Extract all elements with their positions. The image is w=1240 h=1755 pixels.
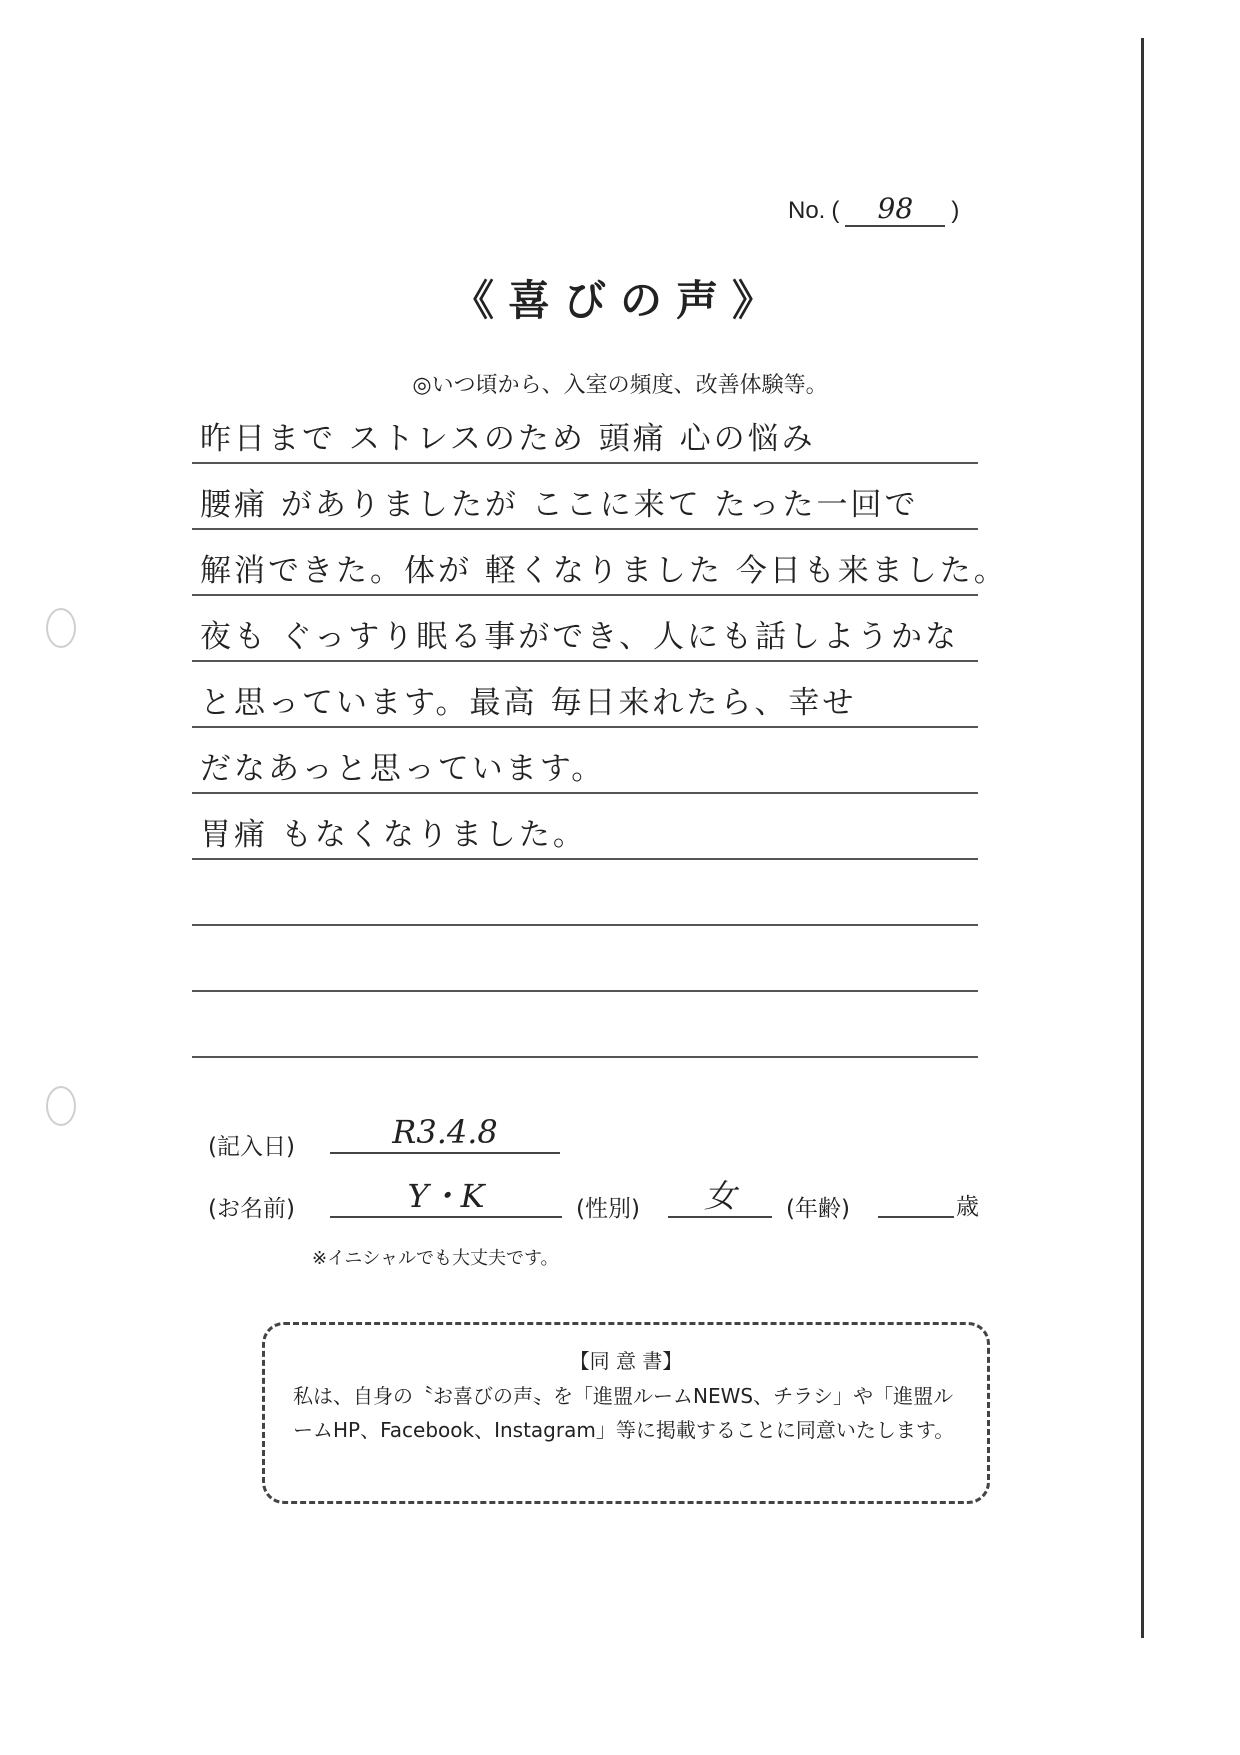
comment-line-text: 解消できた。体が 軽くなりました 今日も来ました。 <box>200 553 1008 589</box>
comment-line <box>192 794 978 860</box>
age-unit: 歳 <box>956 1194 979 1220</box>
number-label: No. <box>788 197 826 224</box>
page-title: 《喜びの声》 <box>451 276 788 325</box>
comment-line <box>192 926 978 992</box>
comment-line-text: 昨日まで ストレスのため 頭痛 心の悩み <box>200 421 816 457</box>
date-value: R3.4.8 <box>330 1112 560 1154</box>
prompt-text: ◎いつ頃から、入室の頻度、改善体験等。 <box>412 373 828 398</box>
initials-note: ※イニシャルでも大丈夫です。 <box>312 1248 559 1269</box>
consent-text: 私は、自身の〝お喜びの声〟を「進盟ルームNEWS、チラシ」や「進盟ルームHP、Facebook、Instagram」等に掲載することに同意いたします。 <box>293 1384 955 1442</box>
punch-hole-top <box>46 608 76 648</box>
date-label: (記入日) <box>208 1134 295 1160</box>
comment-line <box>192 992 978 1058</box>
age-label: (年齢) <box>786 1196 850 1222</box>
comment-line-text: 夜も ぐっすり眠る事ができ、人にも話しようかな <box>200 619 959 655</box>
comment-line <box>192 662 978 728</box>
comment-line <box>192 596 978 662</box>
gender-value: 女 <box>668 1176 772 1218</box>
name-label: (お名前) <box>208 1196 295 1222</box>
comment-line <box>192 728 978 794</box>
form-number <box>788 192 959 227</box>
comment-line-text: 胃痛 もなくなりました。 <box>200 817 587 853</box>
comment-line <box>192 464 978 530</box>
gender-label: (性別) <box>576 1196 640 1222</box>
comment-line <box>192 860 978 926</box>
punch-hole-bottom <box>46 1086 76 1126</box>
comment-line-text: だなあっと思っています。 <box>200 751 606 787</box>
name-value: Y・K <box>330 1176 562 1218</box>
comment-line <box>192 530 1008 596</box>
number-open-paren: ( <box>831 197 840 224</box>
handwritten-comment-area <box>192 398 1008 1058</box>
age-value <box>878 1176 954 1218</box>
comment-line-text: 腰痛 がありましたが ここに来て たった一回で <box>200 487 919 523</box>
comment-line <box>192 398 978 464</box>
comment-line-text: と思っています。最高 毎日来れたら、幸せ <box>200 685 857 721</box>
number-close-paren: ) <box>951 197 960 224</box>
consent-title: 【同 意 書】 <box>569 1349 683 1373</box>
consent-box <box>262 1322 990 1504</box>
number-value: 98 <box>845 192 945 227</box>
